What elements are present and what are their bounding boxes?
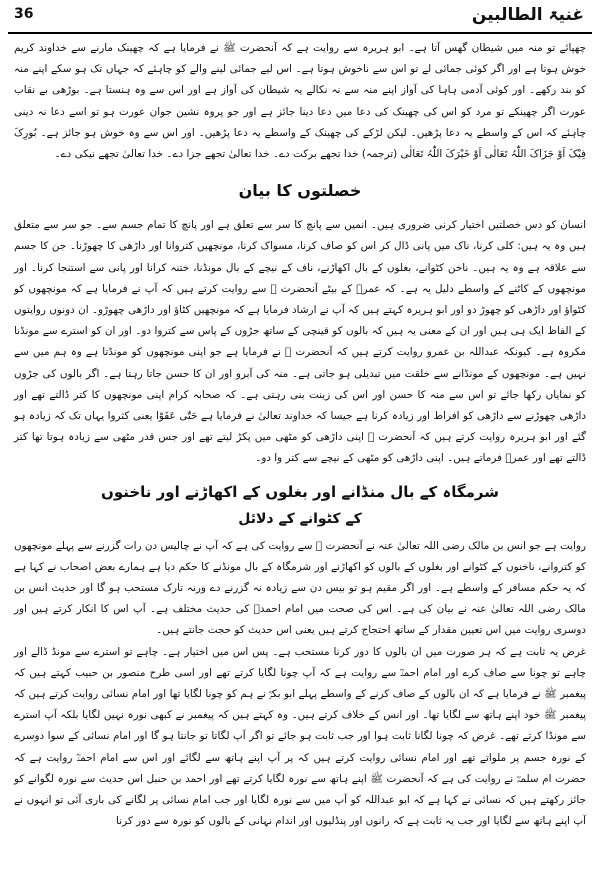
section-heading-grooming: شرمگاہ کے بال منڈانے اور بغلوں کے اکھاڑنے اور ناخنوں	[101, 482, 499, 501]
paragraph-ten-traits: انسان کو دس خصلتیں اختیار کرنی ضروری ہیں۔ انمیں سے پانچ کا سر سے تعلق ہے اور پانچ کا تمام جسم سے۔ جو سر سے متعلق ہیں وہ یہ ہیں: کلی کرنا، ناک میں پانی ڈال کر اس کو صاف کرنا، مسواک کرنا، مونچھیں کتروانا اور داڑھی کا چھوڑنا۔ جن کا جسم سے علاقہ ہے وہ یہ ہیں۔ ناخن کٹوانے، بغلوں کے بال اکھاڑنے، ناف کے نیچے کے بال مونڈنا، ختنہ کرانا اور پانی سے استنجا کرنا۔ اور مونچھوں کے کاٹنے کے واسطے دلیل یہ ہے۔ کہ عمرؓ کے بیٹے آنحضرت ﷺ سے روایت کرتے ہیں کہ آپ نے فرمایا ہے کہ مونچھوں کو کٹواؤ اور داڑھی کو چھوڑ دو اور ابو ہریرہ کہتے ہیں کہ آپ نے ارشاد فرمایا ہے کہ مونچھیں کٹاؤ اور داڑھی چھوڑو۔ ان دونوں روایتوں کے الفاظ ایک ہی ہیں اور ان کے معنی یہ ہیں کہ بالوں کو قینچی کے ساتھ جڑوں کے پاس سے کتروا دو۔ اور ان کو استرے سے مونڈنا مکروہ ہے۔ کیونکہ عبداللہ بن عمرو روایت کرتے ہیں کہ آنحضرت ﷺ نے فرمایا ہے جو اپنی مونچھوں کو مونڈتا ہے وہ ہم میں سے نہیں ہے۔ مونچھوں کے مونڈانے سے خلقت میں تبدیلی ہو جاتی ہے۔ منہ کی آبرو اور ان کا حسن جاتا رہتا ہے۔ اگر بالوں کی جڑوں کو نمایاں رکھا جائے تو اس سے منہ کا حسن اور اس کی زینت بنی رہتی ہے۔ کہ صحابہ کرام اپنی مونچھوں کا کتر ڈالتے تھے اور داڑھی چھوڑنے سے داڑھی کو افراط اور زیادہ کرنا ہے جیسا کہ خداوند تعالیٰ نے فرمایا ہے حَتّٰی عَفَوْا یعنی کثروا یہاں تک کہ زیادہ ہو گئے اور ابو ہریرہ روایت کرتے ہیں کہ آنحضرت ﷺ اپنی داڑھی کو مٹھی میں پکڑ لیتے تھے اور جس قدر مٹھی سے زیادہ ہوتا تھا کتر ڈالتے تھے اور عمرؓ فرماتے ہیں۔ اپنی داڑھی کو مٹھی کے نیچے سے کتر وا دو۔	[14, 219, 586, 465]
paragraph-lime-usage: غرض یہ ثابت ہے کہ ہر صورت میں ان بالوں کا دور کرنا مستحب ہے۔ پس اس میں اختیار ہے۔ چاہے تو استرے سے مونڈ ڈالے اور چاہے تو چونا سے صاف کرے اور امام احمدؒ سے روایت ہے کہ آپ چونا لگایا کرتے تھے اور اسی طرح منصور بن حبیب کہتے ہیں کہ پیغمبر ﷺ نے فرمایا ہے کہ ان بالوں کے صاف کرنے کے واسطے پہلے ابو بکرؓ نے ہم کو چونا لگایا تھا اور امام نسائی روایت کرتے ہیں کہ پیغمبر ﷺ خود اپنے ہاتھ سے لگایا تھا۔ اور انس کے خلاف کرتے ہیں۔ وہ کہتے ہیں کہ پیغمبر نے کبھی نورہ نہیں لگایا بلکہ آپ استرے سے مونڈا کرتے تھے۔ غرض کہ چونا لگانا ثابت ہوا اور جب ثابت ہو جائے تو اگر آپ لگاتا تو جانتا ہو گا اور امام نسائی کے سوا دوسرے کے نورہ جسم پر ملواتے تھے اور امام نسائی روایت کرتے ہیں کہ پر آپ اپنے ہاتھ سے لگائے اور اس سے امام احمدؒ روایت ہے کہ حضرت ام سلمہؓ نے روایت کی ہے کہ آنحضرت ﷺ اپنے ہاتھ سے نورہ لگایا کرتے تھے اور احمد بن حنبل اس حدیث سے نورہ لگوانے کو جائز رکھتے ہیں کہ نسائی نے کہا ہے کہ ابو عبداللہ کو آپ میں سے نورہ لگایا اور جب امام نسائی پر لگانے کی باری آئی تو انہوں نے آپ اپنے ہاتھ سے لگایا اور جب یہ ثابت ہے کہ رانوں اور پنڈلیوں اور اندام نہانی کے بالوں کو نورہ سے دور کرنا	[14, 645, 586, 828]
section-heading-grooming-cont: کے کٹوانے کے دلائل	[238, 510, 362, 527]
page-header	[8, 4, 592, 34]
paragraph-forty-days: روایت ہے جو انس بن مالک رضی اللہ تعالیٰ عنہ نے آنحضرت ﷺ سے روایت کی ہے کہ آپ نے چالیس دن رات گزرنے سے پہلے مونچھوں کو کتروانے، ناخنوں کے کٹوانے اور بغلوں کے بالوں کو اکھاڑنے اور شرمگاہ کے بال مونڈنے کا حکم دیا ہے ہمارے بعض اصحاب نے کہا ہے کہ یہ حکم مسافر کے واسطے ہے۔ اور اگر مقیم ہو تو بیس دن سے زیادہ نہ گزرنے دے ورنہ تارک مستحب ہو گا اور حدیث انس بن مالک رضی اللہ تعالیٰ عنہ نے بیان کی ہے۔ اس کی صحت میں امام احمدؒ کی حدیث مختلف ہے۔ آپ اس کا انکار کرتے ہیں اور دوسری روایت میں اس تعیین مقدار کے ساتھ احتجاج کرتے ہیں یعنی اس حدیث کو حجت جانتے ہیں۔	[14, 539, 586, 637]
section-heading-traits: خصلتوں کا بیان	[238, 181, 362, 201]
paragraph-sneeze-etiquette: چھپائے تو منہ میں شیطان گھس آتا ہے۔ ابو ہریرہ سے روایت ہے کہ آنحضرت ﷺ نے فرمایا ہے کہ چھینک مارنے سے خداوند کریم خوش ہوتا ہے اور اگر کوئی جمائی لے تو اس سے ناخوش ہوتا ہے۔ اس لیے جمائی لینے والے کو چاہئے کہ جہاں تک ہو سکے اپنے منہ کو بند رکھے۔ اور کوئی آدمی ہاہا کی آواز اپنے منہ سے نہ نکالے یہ شیطان کی آواز ہے اور اس سے وہ ہنستا ہے۔ بوڑھی بے نقاب عورت اگر چھینکے تو مرد کو اس کی چھینک کی دعا میں دعا دینا جائز ہے اور جو پروہ نشین جوان عورت ہو تو اسے دعا نہ دینی چاہئے کہ اس کے واسطے یہ دعا پڑھیں۔ لیکن لڑکے کی چھینک کے واسطے یہ دعا پڑھیں۔ اور اس سے وہ خوش ہو جائز ہے۔ بُورِکَ فِیْکَ اَوْ جَزَاکَ اللّٰہُ تَعَالٰی اَوْ خَیْرَکَ اللّٰہُ تَعَالٰی (ترجمہ) خدا تجھے برکت دے۔ خدا تعالیٰ تجھے جزا دے۔ خدا تعالیٰ تجھے نیکی دے۔	[14, 42, 586, 161]
page-number: 36	[14, 6, 34, 22]
page-body	[14, 38, 586, 833]
book-title: غنیۃ الطالبین	[471, 5, 584, 25]
